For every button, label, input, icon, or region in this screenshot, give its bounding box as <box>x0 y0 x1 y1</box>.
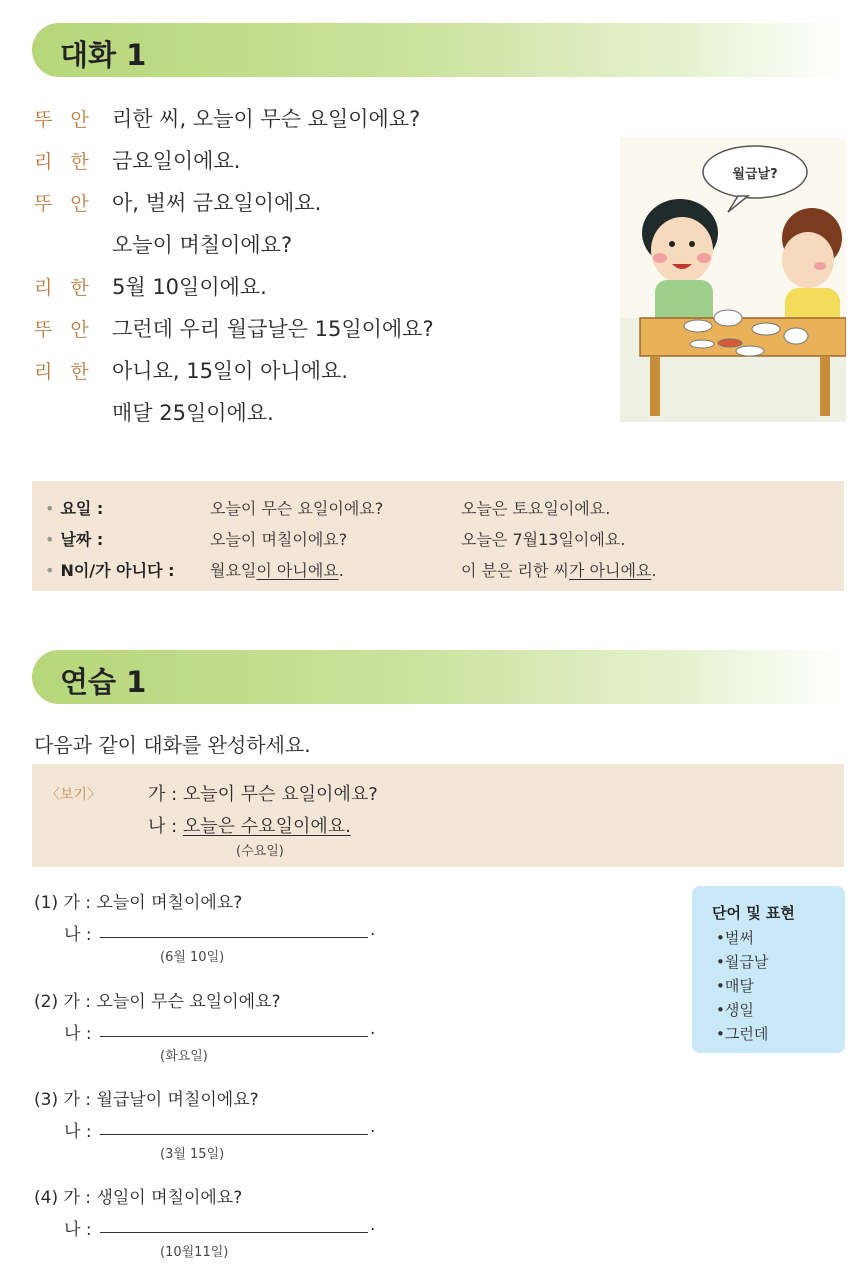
speaker-label: 뚜 안 <box>34 319 95 341</box>
answer-period: . <box>370 1215 376 1235</box>
grammar-example: 이 분은 리한 씨가 아니에요. <box>461 561 657 580</box>
vocabulary-item: •월급날 <box>716 953 769 971</box>
question: (1) 가 : 오늘이 며칠이에요? <box>34 893 243 913</box>
answer-hint: (3월 15일) <box>160 1147 225 1162</box>
section-title: 연습 1 <box>60 665 147 699</box>
grammar-example: 오늘이 며칠이에요? <box>210 530 348 549</box>
section-title: 대화 1 <box>60 38 147 72</box>
grammar-key: • 날짜 : <box>45 530 104 549</box>
vocabulary-item: •그런데 <box>716 1025 769 1043</box>
answer-label: 나 : <box>64 1122 92 1142</box>
answer-period: . <box>370 1117 376 1137</box>
section-banner-practice <box>32 650 844 704</box>
example-answer: 나 : 오늘은 수요일이에요. <box>148 816 351 837</box>
answer-blank[interactable] <box>100 1134 368 1135</box>
dialogue-line: 그런데 우리 월급날은 15일이에요? <box>112 317 434 341</box>
example-hint: (수요일) <box>236 844 284 859</box>
bullet-icon: • <box>45 561 55 580</box>
dinner-illustration <box>620 138 846 422</box>
example-tag: 〈보기〉 <box>46 787 102 803</box>
answer-label: 나 : <box>64 925 92 945</box>
answer-label: 나 : <box>64 1024 92 1044</box>
answer-blank[interactable] <box>100 937 368 938</box>
grammar-example: 오늘은 토요일이에요. <box>461 499 611 518</box>
bullet-icon: • <box>45 499 55 518</box>
vocabulary-title: 단어 및 표현 <box>712 904 795 922</box>
vocabulary-item: •생일 <box>716 1001 754 1019</box>
grammar-example: 오늘이 무슨 요일이에요? <box>210 499 384 518</box>
question: (2) 가 : 오늘이 무슨 요일이에요? <box>34 992 281 1012</box>
speaker-label: 리 한 <box>34 361 95 383</box>
bullet-icon: • <box>45 530 55 549</box>
answer-blank[interactable] <box>100 1036 368 1037</box>
dialogue-line: 5월 10일이에요. <box>112 275 267 299</box>
grammar-example: 오늘은 7월13일이에요. <box>461 530 626 549</box>
answer-hint: (10월11일) <box>160 1245 229 1260</box>
question: (4) 가 : 생일이 며칠이에요? <box>34 1188 243 1208</box>
dialogue-line: 오늘이 며칠이에요? <box>112 233 293 257</box>
grammar-key: • 요일 : <box>45 499 104 518</box>
answer-period: . <box>370 920 376 940</box>
answer-hint: (화요일) <box>160 1049 208 1064</box>
dialogue-line: 리한 씨, 오늘이 무슨 요일이에요? <box>112 107 421 131</box>
speech-bubble-text: 월급날? <box>732 167 778 182</box>
instruction-text: 다음과 같이 대화를 완성하세요. <box>34 733 311 757</box>
section-banner-dialogue <box>32 23 844 77</box>
vocabulary-item: •매달 <box>716 977 754 995</box>
speaker-label: 리 한 <box>34 151 95 173</box>
dialogue-line: 금요일이에요. <box>112 149 241 173</box>
speaker-label: 뚜 안 <box>34 109 95 131</box>
vocabulary-item: •벌써 <box>716 929 754 947</box>
dialogue-line: 매달 25일이에요. <box>112 401 274 425</box>
grammar-example: 월요일이 아니에요. <box>210 561 344 580</box>
dialogue-line: 아니요, 15일이 아니에요. <box>112 359 348 383</box>
vocabulary-box <box>692 886 845 1053</box>
speaker-label: 리 한 <box>34 277 95 299</box>
example-question: 가 : 오늘이 무슨 요일이에요? <box>148 784 378 805</box>
answer-period: . <box>370 1019 376 1039</box>
answer-hint: (6월 10일) <box>160 950 225 965</box>
answer-blank[interactable] <box>100 1232 368 1233</box>
dialogue-line: 아, 벌써 금요일이에요. <box>112 191 322 215</box>
answer-label: 나 : <box>64 1220 92 1240</box>
question: (3) 가 : 월급날이 며칠이에요? <box>34 1090 259 1110</box>
grammar-key: • N이/가 아니다 : <box>45 561 175 580</box>
speaker-label: 뚜 안 <box>34 193 95 215</box>
